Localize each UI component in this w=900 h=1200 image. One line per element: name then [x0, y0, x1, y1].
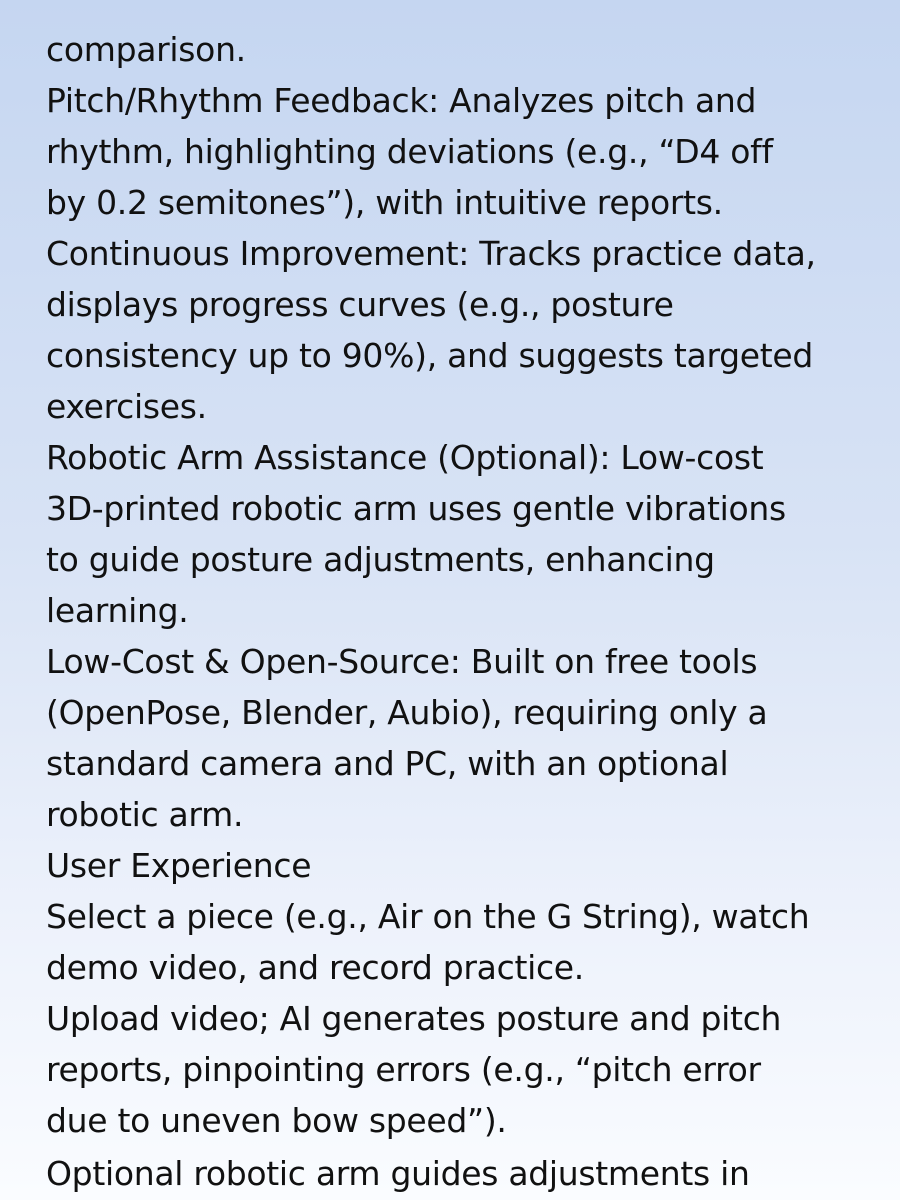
text-line: consistency up to 90%), and suggests targeted	[46, 336, 814, 375]
text-line: Optional robotic arm guides adjustments in	[46, 1154, 750, 1193]
text-line: standard camera and PC, with an optional	[46, 744, 729, 783]
text-line: rhythm, highlighting deviations (e.g., “D4 off	[46, 132, 773, 171]
text-line: Robotic Arm Assistance (Optional): Low-cost	[46, 438, 764, 477]
text-line: comparison.	[46, 30, 246, 69]
text-line: by 0.2 semitones”), with intuitive reports.	[46, 183, 723, 222]
text-line: due to uneven bow speed”).	[46, 1101, 507, 1140]
text-line: Continuous Improvement: Tracks practice data,	[46, 234, 816, 273]
text-line: Select a piece (e.g., Air on the G String), watch	[46, 897, 810, 936]
text-line: learning.	[46, 591, 189, 630]
text-line: (OpenPose, Blender, Aubio), requiring only a	[46, 693, 768, 732]
text-line: exercises.	[46, 387, 207, 426]
text-line: Pitch/Rhythm Feedback: Analyzes pitch and	[46, 81, 757, 120]
section-heading: User Experience	[46, 846, 312, 885]
text-line: demo video, and record practice.	[46, 948, 584, 987]
text-line: Low-Cost & Open-Source: Built on free tools	[46, 642, 758, 681]
text-line: to guide posture adjustments, enhancing	[46, 540, 715, 579]
document-body	[46, 24, 870, 1199]
text-line: Upload video; AI generates posture and pitch	[46, 999, 782, 1038]
text-line: displays progress curves (e.g., posture	[46, 285, 674, 324]
text-line: 3D-printed robotic arm uses gentle vibrations	[46, 489, 786, 528]
text-line: reports, pinpointing errors (e.g., “pitch error	[46, 1050, 761, 1089]
text-line: robotic arm.	[46, 795, 244, 834]
